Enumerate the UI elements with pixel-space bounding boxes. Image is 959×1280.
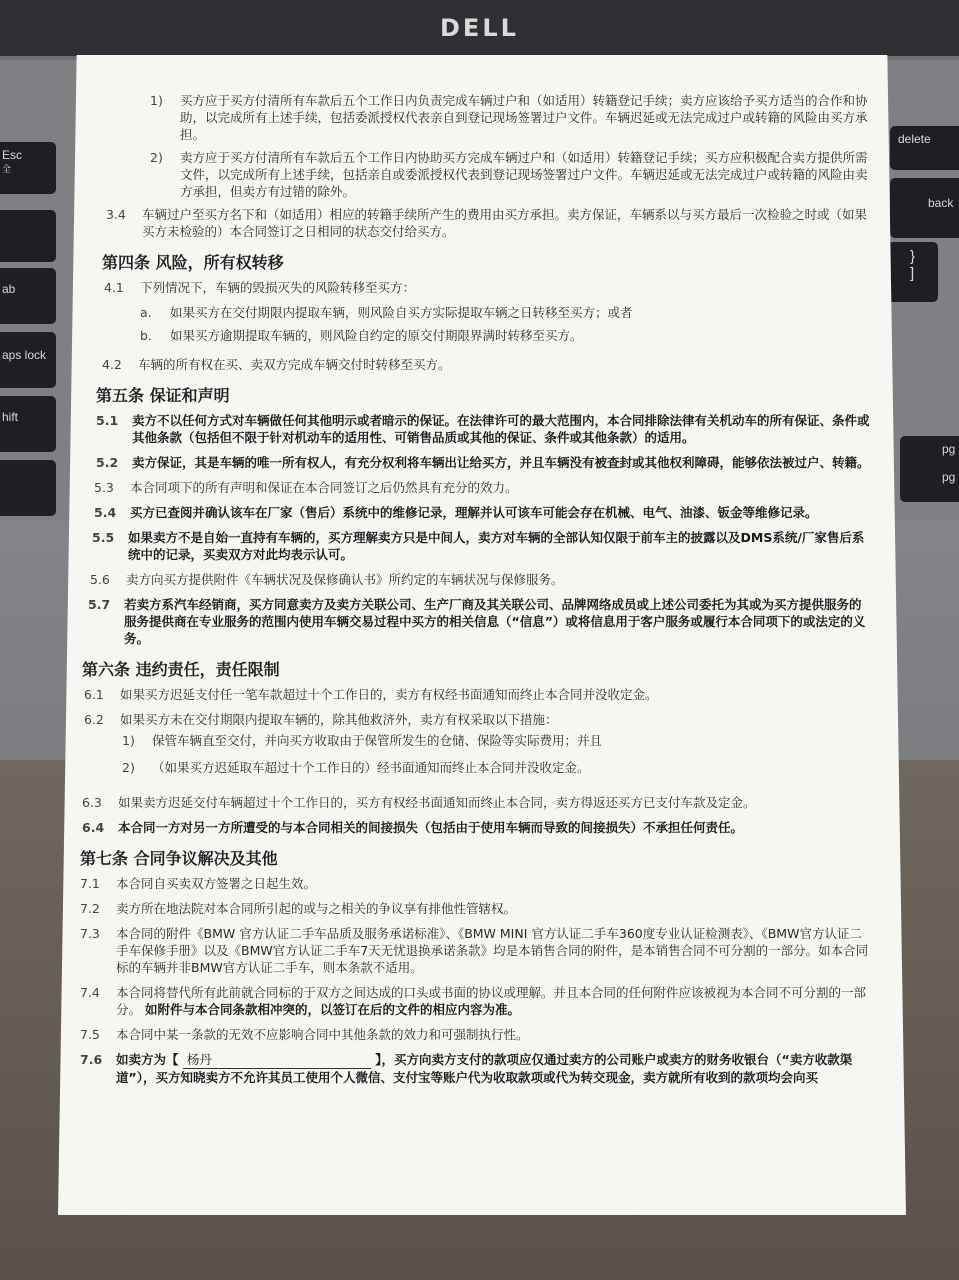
clause-number: 7.1 [80,876,100,891]
list-item [122,759,870,776]
clause-number: 7.2 [80,901,100,916]
brace-key-label: } [910,248,916,265]
clause-text-part: 如卖方为【 [116,1052,179,1067]
clause-6-2-subitems [122,732,870,776]
item-number: 2) [122,760,135,775]
pgdn-key [900,464,959,502]
clause-number: 5.1 [96,413,119,428]
clause-7-2 [80,900,870,917]
clause-text-part: 本合同将替代所有此前就合同标的于双方之间达成的口头或书面的协议或理解。并且本合同的任何附件应该被视为本合同不可分割的一部分。 [116,985,867,1017]
clause-text: 本合同项下的所有声明和保证在本合同签订之后仍然具有充分的效力。 [130,480,518,495]
clause-number: 6.2 [84,712,104,727]
tilde-key [0,210,56,262]
brand-logo: DELL [440,14,519,42]
backspace-key [890,178,959,238]
article-5-heading: 第五条 保证和声明 [96,386,230,405]
item-text: 如果买方逾期提取车辆的，则风险自约定的原交付期限界满时转移至买方。 [170,328,583,343]
clause-3-3-subitems [150,92,870,200]
tab-key-label: ab [2,282,16,296]
clause-text: 本合同中某一条款的无效不应影响合同中其他条款的效力和可强制执行性。 [116,1027,529,1042]
clause-6-4 [82,819,870,836]
clause-text: 卖方保证，其是车辆的唯一所有权人，有充分权利将车辆出让给买方，并且车辆没有被查封或其他权利障碍，能够依法被过户、转籍。 [132,455,870,470]
clause-text: 卖方所在地法院对本合同所引起的或与之相关的争议享有排他性管辖权。 [116,901,517,916]
clause-text: 如果买方未在交付期限内提取车辆的，除其他救济外，卖方有权采取以下措施： [120,712,558,727]
clause-text: 卖方不以任何方式对车辆做任何其他明示或者暗示的保证。在法律许可的最大范围内，本合同排除法律有关机动车的所有保证、条件或其他条款（包括但不限于针对机动车的适用性、可销售品质或其他的保证、条件或其他条款）的适用。 [132,413,870,445]
shift-key [0,396,56,452]
clause-text: 车辆过户至买方名下和（如适用）相应的转籍手续所产生的费用由买方承担。卖方保证，车辆系以与买方最后一次检验之时或（如果买方未检验的）本合同签订之日相同的状态交付给买方。 [142,207,868,239]
clause-number: 5.2 [96,455,119,470]
clause-6-2 [84,711,870,728]
clause-5-5 [92,529,870,563]
clause-text [116,984,870,1018]
clause-text: 本合同一方对另一方所遭受的与本合同相关的间接损失（包括由于使用车辆而导致的间接损失）不承担任何责任。 [118,820,744,835]
list-item [140,304,870,321]
article-6-heading: 第六条 违约责任，责任限制 [82,660,280,679]
clause-text: 如果卖方迟延交付车辆超过十个工作日的，买方有权经书面通知而终止本合同，卖方得返还买方已支付车款及定金。 [118,795,756,810]
contract-text [80,88,870,1094]
article-7-heading: 第七条 合同争议解决及其他 [80,849,278,868]
clause-4-2 [102,356,870,373]
pgup-key-label: pg [942,442,956,456]
clause-text: 本合同自买卖双方签署之日起生效。 [116,876,317,891]
clause-7-3 [80,925,870,976]
clause-number: 4.1 [104,280,124,295]
clause-number: 5.3 [94,480,114,495]
clause-text: 本合同的附件《BMW 官方认证二手车品质及服务承诺标准》、《BMW MINI 官方认证二手车360度专业认证检测表》、《BMW官方认证二手车保修手册》以及《BMW官方认证二手车7天无忧退换承诺条款》均是本销售合同的附件，是本销售合同不可分割的一部分。如本合同标的车辆并非BMW官方认证二手车，则本条款不适用。 [116,926,869,975]
clause-3-4 [106,206,870,240]
item-number: 1) [122,733,135,748]
clause-5-3 [94,479,870,496]
laptop-bezel [0,0,959,56]
clause-number: 7.4 [80,985,100,1000]
clause-6-3 [82,794,870,811]
item-text: 如果买方在交付期限内提取车辆，则风险自买方实际提取车辆之日转移至买方；或者 [170,305,633,320]
item-number: 2) [150,150,163,165]
clause-7-6 [80,1051,870,1086]
clause-5-7 [88,596,870,647]
clause-5-4 [94,504,870,521]
esc-key-sublabel: 全 [2,164,12,174]
item-letter: a. [140,305,152,320]
clause-text: 下列情况下，车辆的毁损灭失的风险转移至买方： [140,280,416,295]
clause-number: 5.4 [94,505,117,520]
clause-text-part: 】，买方向卖方支付的款项应仅通过卖方的公司账户或卖方的财务收银台（“卖方收款渠道”），买方知晓卖方不允许其员工使用个人微信、支付宝等账户代为收取款项或代为转交现金，卖方就所有收到的款项均会向买 [116,1052,853,1085]
list-item [122,732,870,749]
clause-7-4 [80,984,870,1018]
clause-6-1 [84,686,870,703]
clause-text: 若卖方系汽车经销商，买方同意卖方及卖方关联公司、生产厂商及其关联公司、品牌网络成员或上述公司委托为其或为买方提供服务的服务提供商在专业服务的范围内使用车辆交易过程中买方的相关信息（“信息”）或将信息用于客户服务或履行本合同项下的或法定的义务。 [124,597,866,646]
clause-4-1-subitems [140,304,870,344]
clause-5-1 [96,412,870,446]
item-text: 保管车辆直至交付，并向买方收取由于保管所发生的仓储、保险等实际费用；并且 [152,733,603,748]
clause-number: 3.4 [106,207,126,222]
brace-key [888,242,938,302]
list-item [150,92,870,143]
ctrl-key [0,460,56,516]
clause-number: 5.6 [90,572,110,587]
clause-5-2 [96,454,870,471]
delete-key [890,126,959,170]
clause-text: 如果买方迟延支付任一笔车款超过十个工作日的，卖方有权经书面通知而终止本合同并没收定金。 [120,687,658,702]
backspace-key-label: back [928,196,954,210]
clause-number: 5.7 [88,597,111,612]
list-item [140,327,870,344]
item-number: 1) [150,93,163,108]
list-item [150,149,870,200]
clause-4-1 [104,279,870,296]
item-letter: b. [140,328,152,343]
esc-key [0,142,56,194]
clause-text: 如果卖方不是自始一直持有车辆的，买方理解卖方只是中间人，卖方对车辆的全部认知仅限于前车主的披露以及DMS系统/厂家售后系统中的记录，买卖双方对此均表示认可。 [128,530,865,562]
clause-number: 4.2 [102,357,122,372]
delete-key-label: delete [898,132,931,146]
esc-key-label: Esc [2,148,23,162]
clause-number: 6.1 [84,687,104,702]
clause-number: 7.5 [80,1027,100,1042]
article-4-heading: 第四条 风险，所有权转移 [102,253,284,272]
clause-7-5 [80,1026,870,1043]
clause-number: 5.5 [92,530,115,545]
caps-lock-key-label: aps lock [2,348,47,362]
clause-number: 7.6 [80,1052,103,1067]
seller-name-field: 杨丹 [183,1051,371,1069]
item-text: 买方应于买方付清所有车款后五个工作日内负责完成车辆过户和（如适用）转籍登记手续；卖方应该给予买方适当的合作和协助，以完成所有上述手续，包括委派授权代表亲自到登记现场签署过户文件。车辆迟延或无法完成过户或转籍的风险由买方承担。 [180,93,868,142]
clause-number: 7.3 [80,926,100,941]
clause-number: 6.4 [82,820,105,835]
pgdn-key-label: pg [942,470,956,484]
tab-key [0,268,56,324]
item-text: （如果买方迟延取车超过十个工作日的）经书面通知而终止本合同并没收定金。 [152,760,590,775]
clause-number: 6.3 [82,795,102,810]
clause-text: 车辆的所有权在买、卖双方完成车辆交付时转移至买方。 [138,357,451,372]
clause-text-bold: 如附件与本合同条款相冲突的，以签订在后的文件的相应内容为准。 [145,1002,521,1017]
clause-7-1 [80,875,870,892]
clause-5-6 [90,571,870,588]
clause-text: 卖方向买方提供附件《车辆状况及保修确认书》所约定的车辆状况与保修服务。 [126,572,564,587]
clause-text: 买方已查阅并确认该车在厂家（售后）系统中的维修记录，理解并认可该车可能会存在机械、电气、油漆、钣金等维修记录。 [130,505,818,520]
item-text: 卖方应于买方付清所有车款后五个工作日内协助买方完成车辆过户和（如适用）转籍登记手续；买方应积极配合卖方提供所需文件，以完成所有上述手续，包括亲自或委派授权代表到登记现场签署过户文件。车辆迟延或无法完成过户或转籍的风险由卖方承担，但卖方有过错的除外。 [180,150,868,199]
clause-text [116,1051,870,1086]
bracket-key-label: ] [910,265,915,282]
caps-lock-key [0,332,56,388]
shift-key-label: hift [2,410,19,424]
